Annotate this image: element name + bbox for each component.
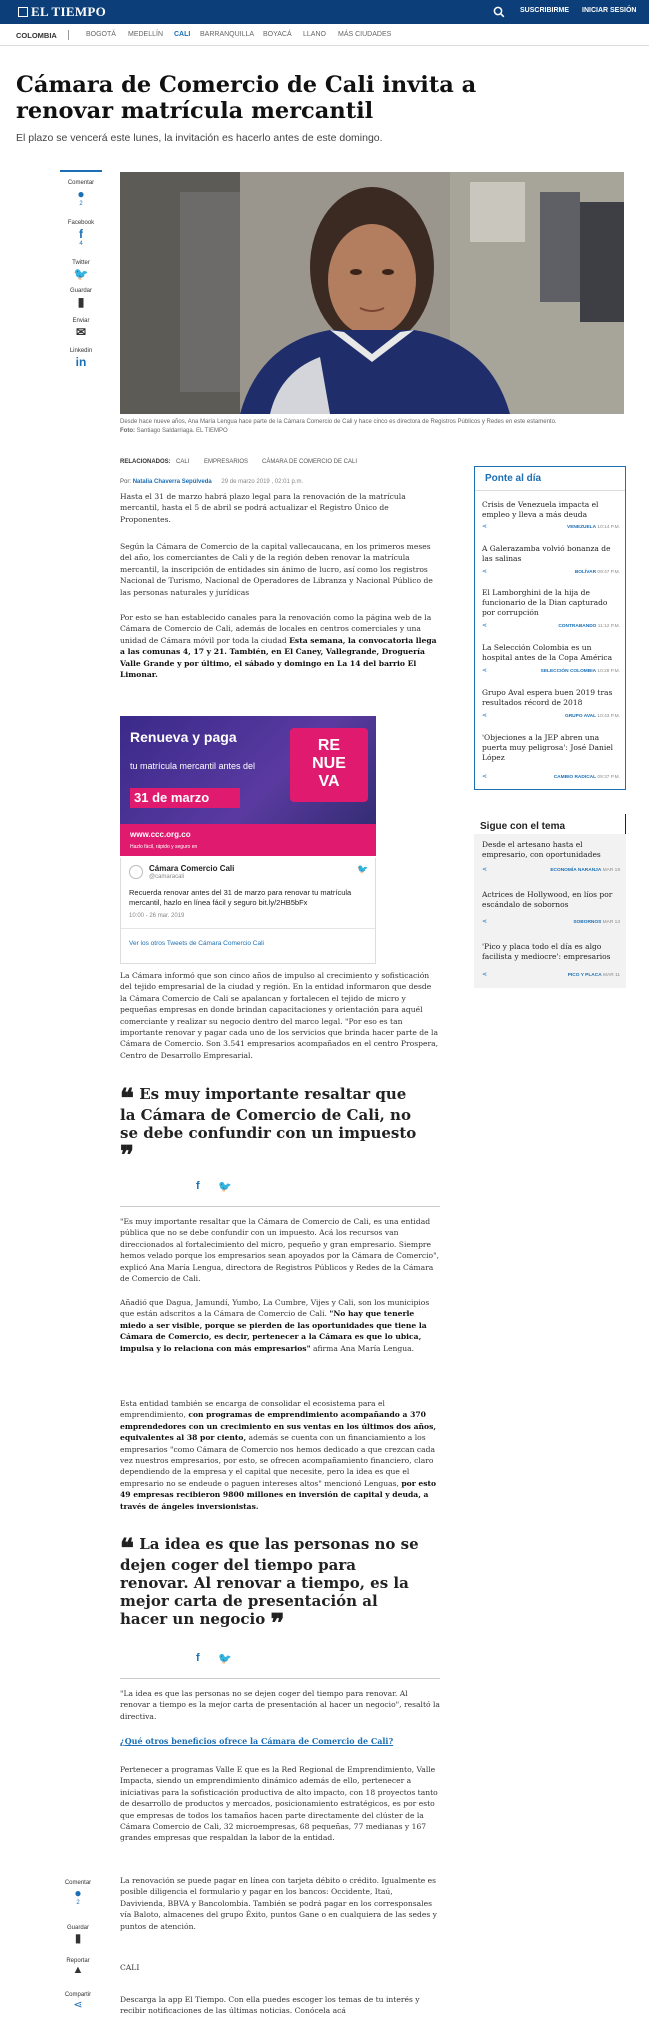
share-icon: ⋖: [73, 1999, 83, 2011]
share-bottom-report[interactable]: Reportar ▲: [58, 1958, 98, 1976]
nav-colombia[interactable]: COLOMBIA: [16, 31, 57, 40]
quote-close-icon: ❞: [270, 1609, 285, 1639]
share-icon[interactable]: ⋖: [482, 866, 488, 873]
share-icon[interactable]: ⋖: [482, 568, 488, 575]
paragraph-5: "Es muy importante resaltar que la Cámara de Comercio de Cali, es una entidad pública que no se debe confundir con un impuesto. Acá los recursos van direccionados al fortalecimiento del micro, pequeño y gran empresario. Siempre hemos velado porque los empresarios sean apoyados por la Cámara de Comercio", explicó Ana María Lengua, directora de Registros Públicos y Redes de la Cámara de Comercio de Cali.: [120, 1217, 439, 1284]
share-icon[interactable]: ⋖: [482, 918, 488, 925]
comment-count: 2: [79, 201, 83, 207]
quote2-twitter-icon[interactable]: 🐦: [218, 1653, 232, 1665]
related-tag-cali[interactable]: CALI: [176, 459, 190, 465]
quote2-divider: [120, 1678, 440, 1679]
sidebar-news-item[interactable]: La Selección Colombia es un hospital antes de la Copa América: [482, 643, 613, 662]
paragraph-1: Hasta el 31 de marzo habrá plazo legal para la renovación de la matrícula mercantil, hasta el 5 de abril se podrá actualizar el Registro Único de Proponentes.: [120, 492, 406, 524]
nav-barranquilla[interactable]: BARRANQUILLA: [200, 31, 255, 38]
tweet-more-link[interactable]: Ver los otros Tweets de Cámara Comercio Cali: [121, 928, 375, 964]
sidebar-news-item[interactable]: El Lamborghini de la hija de funcionario de la Dian capturado por corrupción: [482, 588, 608, 617]
hero-photo: [120, 172, 624, 414]
warning-icon: ▲: [72, 1964, 84, 1976]
section-nav: [0, 24, 649, 46]
news-meta: CONTRABANDO 11:12 P.M.: [558, 624, 620, 629]
related-tag-camara[interactable]: CÁMARA DE COMERCIO DE CALI: [262, 459, 358, 465]
share-comment[interactable]: Comentar ● 2: [56, 180, 106, 207]
news-meta: GRUPO AVAL 10:43 P.M.: [564, 714, 620, 719]
sidebar-topic-title: Sigue con el tema: [474, 817, 571, 838]
city-tag: CALI: [120, 1963, 140, 1972]
news-meta: CAMBIO RADICAL 09:37 P.M.: [553, 775, 620, 780]
nav-divider: [68, 30, 69, 40]
share-icon[interactable]: ⋖: [482, 523, 488, 530]
portrait-illustration: [120, 172, 624, 414]
paragraph-3: Por esto se han establecido canales para la renovación como la página web de la Cámara de Comercio de Cali, además de locales en centros comerciales y una unidad de Cámara móvil por toda la ciudad Esta semana, la convocatoria llega a las comunas 4, 17 y 21. También, en El Caney, Vallegrande, Droguería Valle Grande y por último, el sábado y domingo en La 14 del barrio El Limonar.: [120, 613, 437, 680]
site-logo[interactable]: EL TIEMPO: [18, 4, 106, 20]
promo-url: www.ccc.org.co: [130, 830, 191, 839]
promo-date: 31 de marzo: [130, 788, 240, 808]
nav-llano[interactable]: LLANO: [303, 31, 326, 38]
share-bottom-share[interactable]: Compartir ⋖: [58, 1992, 98, 2011]
promo-subheading: tu matrícula mercantil antes del: [130, 761, 256, 771]
pull-quote-1: ❝ Es muy importante resaltar que la Cámara de Comercio de Cali, no se debe confundir con un impuesto ❞: [120, 1084, 417, 1171]
share-icon[interactable]: ⋖: [482, 773, 488, 780]
related-label: RELACIONADOS:: [120, 459, 171, 465]
comment-icon: ●: [74, 1886, 82, 1900]
top-bar: [0, 0, 649, 24]
promo-strip: [120, 824, 376, 856]
login-link[interactable]: INICIAR SESIÓN: [582, 7, 637, 14]
news-meta: BOLÍVAR 09:47 P.M.: [574, 570, 620, 575]
page-title: Cámara de Comercio de Cali invita a renovar matrícula mercantil: [16, 72, 477, 124]
paragraph-4: La Cámara informó que son cinco años de impulso al crecimiento y sofisticación del tejido empresarial de la ciudad y región. En la entidad informaron que desde la Cámara Comercio de Cali se apalancan y fortalecen el tejido de micro y pequeñas empresas en donde brindan capacitaciones y orientación para aquél comerciante y realizar su negocio dentro del marco legal. "Por eso es tan importante renovar y pagar cada uno de los servicios que brinda hacer parte de la Cámara de Comercio. Son 3.541 empresarios acompañados en el centro Prospera, Centro de Desarrollo Empresarial.: [120, 971, 439, 1060]
facebook-count: 4: [79, 241, 83, 247]
promo-banner[interactable]: [120, 716, 376, 856]
comment-icon: ●: [77, 187, 85, 201]
nav-mas-ciudades[interactable]: MÁS CIUDADES: [338, 31, 392, 38]
news-meta: SOBORNOS MAR 13: [573, 920, 620, 925]
search-icon[interactable]: [492, 5, 506, 19]
share-icon[interactable]: ⋖: [482, 712, 488, 719]
share-icon[interactable]: ⋖: [482, 667, 488, 674]
bookmark-icon: ▮: [74, 1931, 82, 1945]
tweet-avatar[interactable]: [129, 865, 143, 879]
paragraph-10: La renovación se puede pagar en línea con tarjeta débito o crédito. Igualmente es posible diligencia el formulario y pagar en los bancos: Occidente, Itaú, Davivienda, BBVA y Bancolombia. También se podrá pagar en los corresponsales vía Baloto, almacenes del grupo Éxito, puntos Gane o en cualquiera de las sedes y puntos de atención.: [120, 1876, 437, 1931]
share-email[interactable]: Enviar ✉: [56, 318, 106, 339]
news-meta: SELECCIÓN COLOMBIA 10:28 P.M.: [540, 669, 620, 674]
facebook-icon: f: [79, 227, 83, 241]
sidebar-title: Ponte al día: [475, 467, 625, 491]
paragraph-9: Pertenecer a programas Valle E que es la Red Regional de Emprendimiento, Valle Impacta, siendo un emprendimiento dinámico además de ello, pertenecer a iniciativas para la sofisticación productiva de alto impacto, con 18 proyectos tanto de desarrollo de productos y mercados, posicionamiento estratégicos, es por esto que empresas de todos los tamaños hacen parte directamente del clúster de la Cámara Comercio de Cali, 32 microempresas, 68 pequeñas, 77 medianas y 167 grandes empresas que respaldan la labor de la entidad.: [120, 1765, 438, 1843]
tweet-author[interactable]: Cámara Comercio Cali: [149, 864, 235, 873]
paragraph-11: Descarga la app El Tiempo. Con ella puedes escoger los temas de tu interés y recibir notificaciones de las últimas noticias. Conócela acá: [120, 1995, 420, 2016]
news-meta: VENEZUELA 10:14 P.M.: [567, 525, 620, 530]
topic-news-item[interactable]: 'Pico y placa todo el día es algo facilista y mediocre': empresarios: [482, 942, 611, 961]
sidebar-news-item[interactable]: A Galerazamba volvió bonanza de las salinas: [482, 544, 611, 563]
nav-medellin[interactable]: MEDELLÍN: [128, 31, 164, 38]
quote-open-icon: ❝: [120, 1534, 134, 1564]
paragraph-7: Esta entidad también se encarga de consolidar el ecosistema para el emprendimiento, con programas de emprendimiento acompañando a 370 emprendedores con un crecimiento en sus ventas en los últimos dos años, equivalentes al 38 por ciento, además se cuenta con un financiamiento a los empresarios "como Cámara de Comercio nos hemos dedicado a que crezcan cada vez nuestros empresarios, por esto, se ofrecen acompañamiento financiero, claro dependiendo de la empresa y el capital que necesite, pero la idea es que el empresario no se endeude o paguen intereses altos" mencionó Lenguas, por esto 49 empresas recibieron 9800 millones en inversión de capital y deuda, a través de ángeles inversionistas.: [120, 1399, 437, 1511]
quote-close-icon: ❞: [120, 1141, 134, 1171]
paragraph-6: Añadió que Dagua, Jamundí, Yumbo, La Cumbre, Vijes y Cali, son los municipios que están adscritos a la Cámara de Comercio de Cali. "No hay que tenerle miedo a ser visible, porque se pierden de las oportunidades que tiene la Cámara de Comercio, es decir, pertenecer a la Cámara es que lo ubica, impulsa y lo relaciona con más empresarios" afirma Ana María Lengua.: [120, 1298, 430, 1353]
tweet-timestamp[interactable]: 10:00 - 26 mar. 2019: [129, 913, 185, 919]
promo-renueva-badge: RE NUE VA: [290, 728, 368, 802]
topic-news-item[interactable]: Desde el artesano hasta el empresario, con oportunidades: [482, 840, 601, 859]
quote2-facebook-icon[interactable]: f: [196, 1652, 200, 1664]
tweet-handle[interactable]: @camaracali: [149, 874, 185, 880]
topic-news-item[interactable]: Actrices de Hollywood, en líos por escándalo de sobornos: [482, 890, 613, 909]
news-meta: ECONOMÍA NARANJA MAR 19: [550, 868, 620, 873]
promo-tagline: Hazlo fácil, rápido y seguro en: [130, 844, 198, 850]
paragraph-2: Según la Cámara de Comercio de la capital vallecaucana, en los primeros meses del año, los comerciantes de Cali y de la región deben renovar la matrícula mercantil, la inscripción de entidades sin ánimo de lucro, así como los registros Nacional de Turismo, Nacional de Operadores de Libranza y Nacional Público de las personas naturales y jurídicas: [120, 542, 433, 597]
paragraph-8: "La idea es que las personas no se dejen coger del tiempo para renovar. Al renovar a tiempo es la mejor carta de presentación al hacer un negocio", resaltó la directiva.: [120, 1689, 440, 1721]
share-linkedin[interactable]: Linkedin in: [56, 348, 106, 369]
byline: Por: Natalia Chaverra Sepúlveda 29 de marzo 2019 , 02:01 p.m.: [120, 479, 304, 485]
share-facebook[interactable]: Facebook f 4: [56, 220, 106, 247]
share-twitter[interactable]: Twitter 🐦: [56, 260, 106, 281]
share-bottom-save[interactable]: Guardar ▮: [58, 1925, 98, 1945]
linkedin-icon: in: [75, 355, 87, 369]
comment-count: 2: [76, 1900, 80, 1906]
envelope-icon: ✉: [75, 325, 87, 339]
tweet-text: Recuerda renovar antes del 31 de marzo para renovar tu matrícula mercantil, hazlo en línea fácil y seguro bit.ly/2HB5bFx: [129, 888, 352, 907]
twitter-bird-icon[interactable]: 🐦: [357, 864, 369, 874]
share-icon[interactable]: ⋖: [482, 971, 488, 978]
quote1-divider: [120, 1206, 440, 1207]
pull-quote-2: ❝ La idea es que las personas no se dejen coger del tiempo para renovar. Al renovar a tiempo, es la mejor carta de presentación al hacer un negocio ❞: [120, 1534, 419, 1639]
page-subtitle: El plazo se vencerá este lunes, la invitación es hacerlo antes de este domingo.: [16, 132, 383, 144]
quote-open-icon: ❝: [120, 1084, 134, 1114]
sidebar-news-item[interactable]: 'Objeciones a la JEP abren una puerta muy peligrosa': José Daniel López: [482, 733, 614, 762]
nav-cali[interactable]: CALI: [174, 31, 191, 38]
twitter-icon: 🐦: [73, 267, 89, 281]
quote1-twitter-icon[interactable]: 🐦: [218, 1181, 232, 1193]
promo-heading: Renueva y paga: [130, 729, 237, 745]
tweet-embed: [120, 858, 376, 964]
nav-boyaca[interactable]: BOYACÁ: [263, 31, 292, 38]
news-meta: PICO Y PLACA MAR 11: [567, 973, 620, 978]
subscribe-link[interactable]: SUSCRIBIRME: [520, 7, 570, 14]
share-divider: [60, 170, 102, 172]
benefits-heading[interactable]: ¿Qué otros beneficios ofrece la Cámara de Comercio de Cali?: [120, 1736, 394, 1746]
author-link[interactable]: Natalia Chaverra Sepúlveda: [132, 479, 212, 485]
share-icon[interactable]: ⋖: [482, 622, 488, 629]
sidebar-news-item[interactable]: Crisis de Venezuela impacta el empleo y lleva a más deuda: [482, 500, 599, 519]
nav-bogota[interactable]: BOGOTÁ: [86, 31, 116, 38]
share-save[interactable]: Guardar ▮: [56, 288, 106, 309]
quote1-facebook-icon[interactable]: f: [196, 1180, 200, 1192]
related-tag-empresarios[interactable]: EMPRESARIOS: [204, 459, 249, 465]
photo-caption: Desde hace nueve años, Ana María Lengua hace parte de la Cámara Comercio de Cali y hace cinco es directora de Registros Públicos y Redes en este estamento. Foto: Santiago Saldarriaga. EL TIEMPO: [120, 419, 557, 434]
publish-date: 29 de marzo 2019 , 02:01 p.m.: [221, 479, 304, 485]
share-bottom-comment[interactable]: Comentar ● 2: [58, 1880, 98, 1906]
bookmark-icon: ▮: [77, 295, 85, 309]
sidebar-news-item[interactable]: Grupo Aval espera buen 2019 tras resultados récord de 2018: [482, 688, 613, 707]
